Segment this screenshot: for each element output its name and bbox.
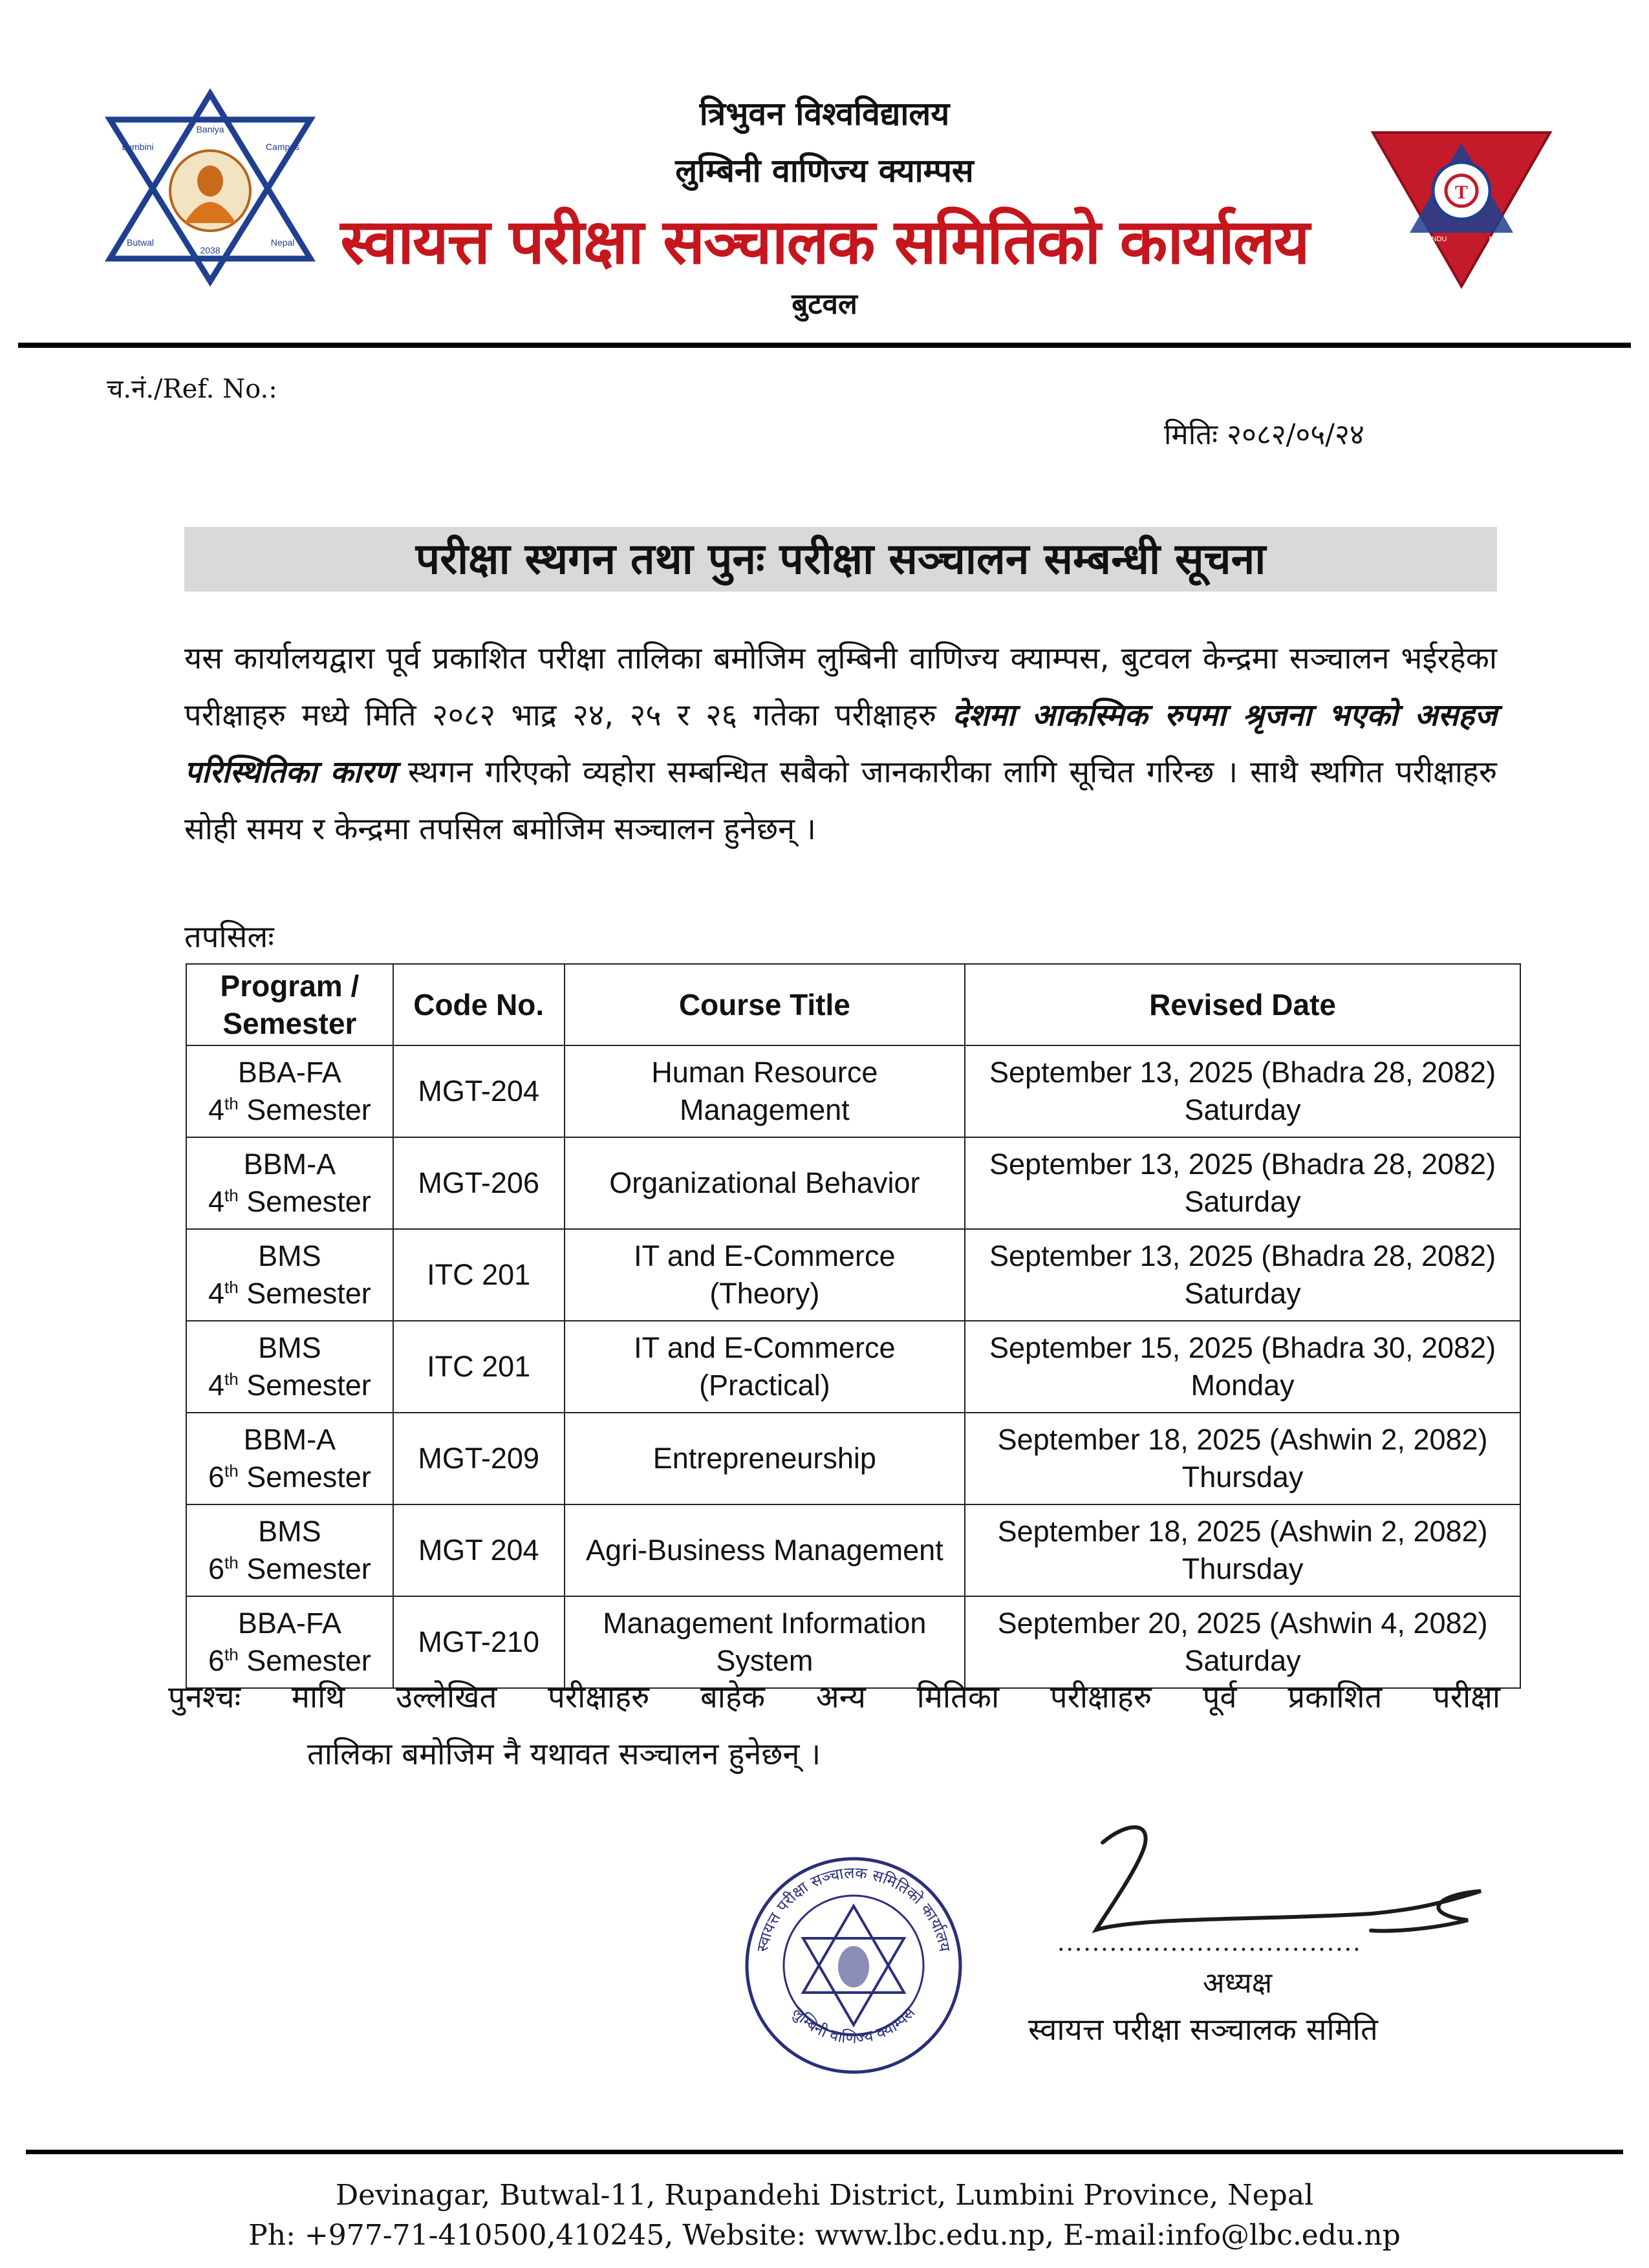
schedule-label: तपसिलः xyxy=(184,919,274,955)
revised-date-cell xyxy=(965,1413,1520,1504)
semester: 6th Semester xyxy=(208,1552,371,1585)
code-cell: ITC 201 xyxy=(393,1321,565,1413)
svg-text:Campus: Campus xyxy=(265,142,300,152)
course-title-cell xyxy=(565,1413,965,1504)
course-title-cell xyxy=(565,1504,965,1596)
postscript-line2: तालिका बमोजिम नै यथावत सञ्चालन हुनेछन् । xyxy=(307,1737,821,1772)
course-title-line2: System xyxy=(716,1644,814,1677)
course-title-cell xyxy=(565,1137,965,1229)
svg-text:Lumbini: Lumbini xyxy=(122,142,154,152)
revised-date: September 18, 2025 (Ashwin 2, 2082) xyxy=(997,1423,1488,1456)
svg-text:Butwal: Butwal xyxy=(126,237,155,248)
svg-text:T: T xyxy=(1454,182,1469,203)
program-name: BBA-FA xyxy=(237,1056,341,1089)
course-title-cell xyxy=(565,1321,965,1413)
code-cell: MGT-210 xyxy=(393,1596,565,1688)
revised-date-cell xyxy=(965,1137,1520,1229)
revised-date-cell xyxy=(965,1504,1520,1596)
revised-day: Saturday xyxy=(1184,1093,1301,1126)
table-body xyxy=(186,1045,1520,1688)
revised-date: September 15, 2025 (Bhadra 30, 2082) xyxy=(989,1331,1496,1364)
program-cell xyxy=(186,1321,393,1413)
semester: 4th Semester xyxy=(208,1185,371,1218)
table-row xyxy=(186,1137,1520,1229)
program-cell xyxy=(186,1137,393,1229)
university-logo xyxy=(1368,120,1555,294)
course-title-line2: Management xyxy=(679,1093,850,1126)
program-name: BBM-A xyxy=(243,1423,336,1456)
committee-name: स्वायत्त परीक्षा सञ्चालक समिति xyxy=(1028,2012,1378,2048)
svg-text:Baniya: Baniya xyxy=(196,124,224,134)
footer-divider xyxy=(26,2150,1623,2154)
program-cell xyxy=(186,1413,393,1504)
reference-number: च.नं./Ref. No.: xyxy=(107,374,277,404)
code-cell: MGT-204 xyxy=(393,1045,565,1137)
revised-day: Thursday xyxy=(1181,1552,1304,1585)
header-code: Code No. xyxy=(393,964,565,1045)
program-cell xyxy=(186,1504,393,1596)
stamp-text: लुम्बिनी वाणिज्य क्याम्पस xyxy=(788,2003,919,2048)
revised-schedule-table xyxy=(186,963,1521,1689)
semester: 4th Semester xyxy=(208,1369,371,1402)
course-title-line1: Entrepreneurship xyxy=(652,1442,876,1475)
revised-date: September 13, 2025 (Bhadra 28, 2082) xyxy=(989,1056,1496,1089)
course-title-cell xyxy=(565,1229,965,1321)
notice-title: परीक्षा स्थगन तथा पुनः परीक्षा सञ्चालन सम्बन्धी सूचना xyxy=(415,534,1266,584)
footer-contact: Ph: +977-71-410500,410245, Website: www.lbc.edu.np, E-mail:info@lbc.edu.np xyxy=(248,2219,1401,2252)
program-name: BMS xyxy=(258,1331,321,1364)
signature-line: ................................... xyxy=(1057,1930,1362,1956)
program-name: BBA-FA xyxy=(237,1607,341,1640)
table-row xyxy=(186,1229,1520,1321)
footer-address: Devinagar, Butwal-11, Rupandehi District, Lumbini Province, Nepal xyxy=(335,2179,1314,2212)
course-title-cell xyxy=(565,1045,965,1137)
course-title-line1: Human Resource xyxy=(651,1056,878,1089)
header-program: Program / Semester xyxy=(186,964,393,1045)
svg-text:KATHMANDU: KATHMANDU xyxy=(1402,235,1447,243)
notice-body xyxy=(184,630,1497,858)
revised-day: Saturday xyxy=(1184,1644,1301,1677)
semester: 4th Semester xyxy=(208,1277,371,1310)
revised-date: September 13, 2025 (Bhadra 28, 2082) xyxy=(989,1239,1496,1272)
program-cell xyxy=(186,1045,393,1137)
revised-date-cell xyxy=(965,1229,1520,1321)
signature xyxy=(1067,1817,1507,1946)
course-title-line1: IT and E-Commerce xyxy=(634,1331,896,1364)
university-name: त्रिभुवन विश्वविद्यालय xyxy=(699,95,950,133)
program-name: BBM-A xyxy=(243,1148,336,1181)
svg-text:2038: 2038 xyxy=(200,245,221,255)
course-title-line1: Agri-Business Management xyxy=(585,1534,943,1567)
revised-day: Saturday xyxy=(1184,1185,1301,1218)
table-row xyxy=(186,1504,1520,1596)
body-emphasis: देशमा आकस्मिक रुपमा श्रृजना भएको असहज परिस्थितिका कारण xyxy=(184,698,1497,790)
header-title: Course Title xyxy=(565,964,965,1045)
city-name: बुटवल xyxy=(792,288,857,321)
table-header-row xyxy=(186,964,1520,1045)
office-stamp xyxy=(737,1849,970,2082)
svg-text:NEPAL: NEPAL xyxy=(1489,235,1512,243)
body-part2: स्थगन गरिएको व्यहोरा सम्बन्धित सबैको जानकारीका लागि सूचित गरिन्छ । साथै स्थगित परीक्षाहरु सोही समय र केन्द्रमा तपसिल बमोजिम सञ्चालन हुनेछन् । xyxy=(184,754,1497,847)
code-cell: MGT-209 xyxy=(393,1413,565,1504)
svg-text:Nepal: Nepal xyxy=(270,237,295,248)
stamp-text: स्वायत्त परीक्षा सञ्चालक समितिको कार्यालय xyxy=(753,1863,954,1954)
revised-date: September 18, 2025 (Ashwin 2, 2082) xyxy=(997,1515,1488,1548)
revised-day: Thursday xyxy=(1181,1460,1304,1493)
course-title-line1: IT and E-Commerce xyxy=(634,1239,896,1272)
code-cell: ITC 201 xyxy=(393,1229,565,1321)
course-title-line2: (Practical) xyxy=(699,1369,830,1402)
header-date: Revised Date xyxy=(965,964,1520,1045)
body-part1: यस कार्यालयद्वारा पूर्व प्रकाशित परीक्षा तालिका बमोजिम लुम्बिनी वाणिज्य क्याम्पस, बुटवल केन्द्रमा सञ्चालन भईरहेका परीक्षाहरु मध्ये मिति २०८२ भाद्र २४, २५ र २६ गतेका परीक्षाहरु xyxy=(184,641,1497,733)
revised-date: September 13, 2025 (Bhadra 28, 2082) xyxy=(989,1148,1496,1181)
revised-date-cell xyxy=(965,1321,1520,1413)
course-title-line1: Organizational Behavior xyxy=(609,1166,920,1199)
program-name: BMS xyxy=(258,1239,321,1272)
notice-date: मितिः २०८२/०५/२४ xyxy=(1164,418,1364,451)
revised-date-cell xyxy=(965,1045,1520,1137)
table-row xyxy=(186,1045,1520,1137)
semester: 4th Semester xyxy=(208,1093,371,1126)
code-cell: MGT-206 xyxy=(393,1137,565,1229)
signatory-title: अध्यक्ष xyxy=(1203,1967,1273,2000)
table-row xyxy=(186,1321,1520,1413)
course-title-line2: (Theory) xyxy=(709,1277,820,1310)
postscript-line1: पुनश्चः माथि उल्लेखित परीक्षाहरु बाहेक अन्य मितिका परीक्षाहरु पूर्व प्रकाशित परीक्षा xyxy=(168,1680,1500,1715)
revised-day: Saturday xyxy=(1184,1277,1301,1310)
program-name: BMS xyxy=(258,1515,321,1548)
semester: 6th Semester xyxy=(208,1460,371,1493)
revised-date: September 20, 2025 (Ashwin 4, 2082) xyxy=(997,1607,1488,1640)
campus-name: लुम्बिनी वाणिज्य क्याम्पस xyxy=(675,152,974,189)
semester: 6th Semester xyxy=(208,1644,371,1677)
code-cell: MGT 204 xyxy=(393,1504,565,1596)
program-cell xyxy=(186,1229,393,1321)
revised-day: Monday xyxy=(1191,1369,1295,1402)
table-row xyxy=(186,1413,1520,1504)
header-divider xyxy=(18,343,1631,348)
course-title-line1: Management Information xyxy=(603,1607,927,1640)
office-name: स्वायत्त परीक्षा सञ्चालक समितिको कार्यालय xyxy=(340,206,1309,278)
